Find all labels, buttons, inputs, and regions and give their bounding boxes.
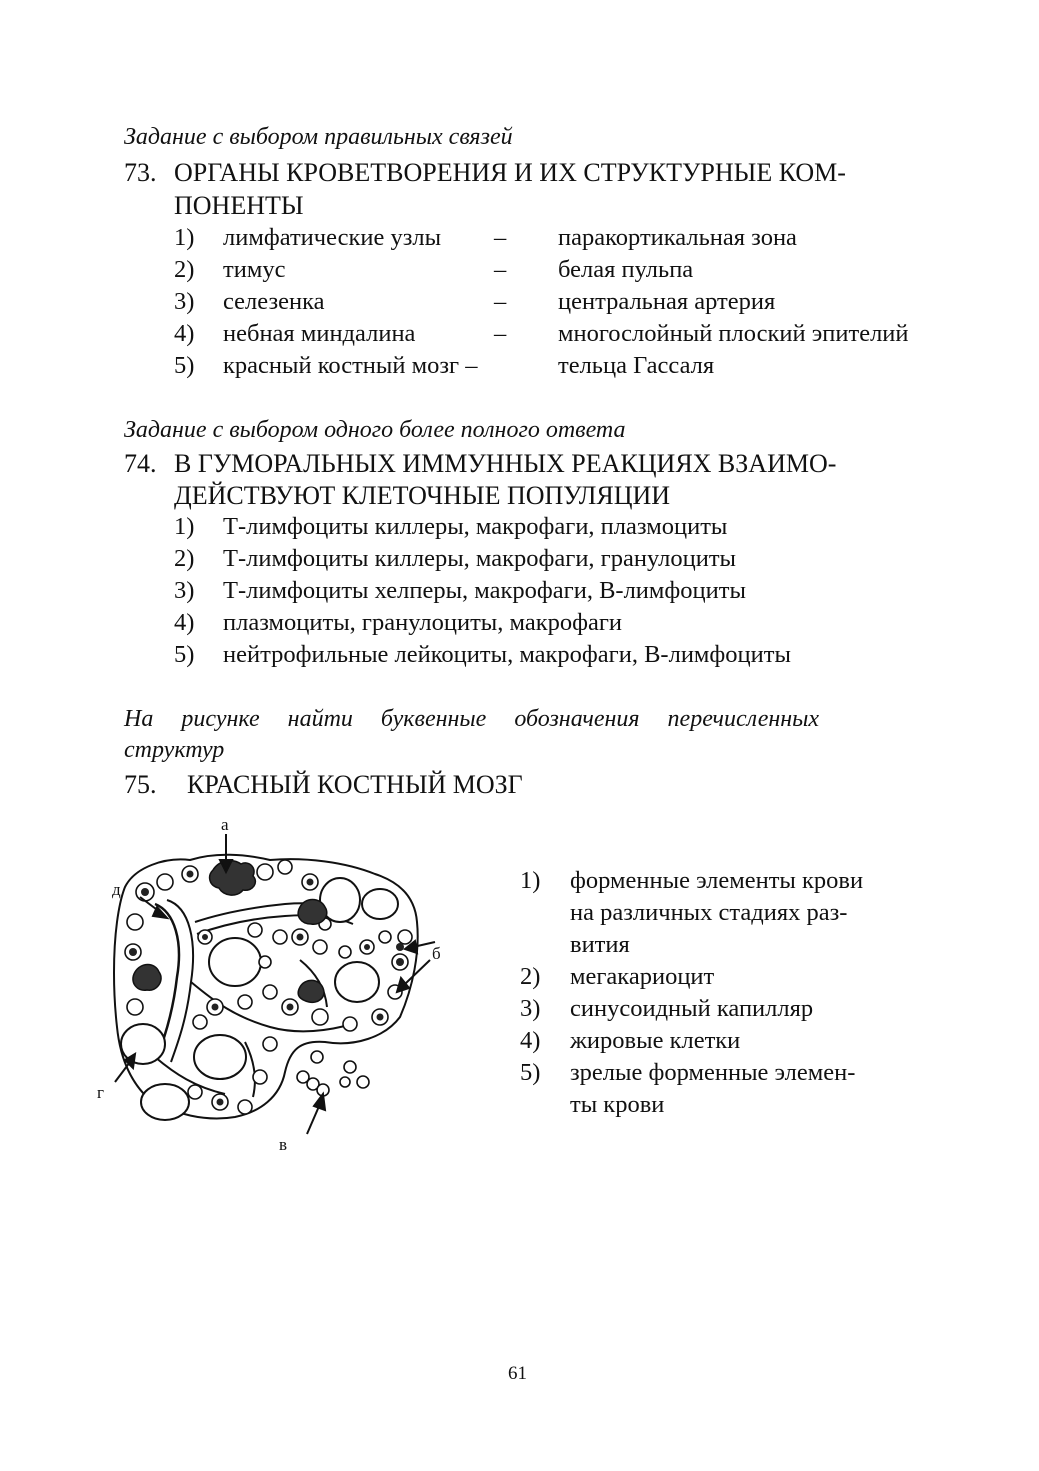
item-number: 2)	[520, 963, 541, 990]
figure-label-d: д	[112, 880, 121, 899]
item-number: 1)	[520, 867, 541, 894]
figure-label-a: а	[221, 815, 229, 834]
row-dash: –	[494, 224, 507, 251]
row-component: многослойный плоский эпителий	[558, 320, 909, 347]
row-component: белая пульпа	[558, 256, 694, 283]
item-number: 3)	[520, 995, 541, 1022]
blood-cell-b	[396, 943, 404, 951]
question-title-73-line1: ОРГАНЫ КРОВЕТВОРЕНИЯ И ИХ СТРУКТУРНЫЕ КОМ-	[174, 158, 846, 187]
task-type-74: Задание с выбором одного более полного ответа	[124, 417, 626, 443]
question-title-74-line2: ДЕЙСТВУЮТ КЛЕТОЧНЫЕ ПОПУЛЯЦИИ	[174, 481, 671, 510]
row-dash: –	[494, 288, 507, 315]
option-number: 4)	[174, 609, 195, 636]
item-text: форменные элементы крови	[570, 867, 864, 894]
option-text: Т-лимфоциты киллеры, макрофаги, плазмоциты	[223, 513, 728, 540]
item-text: зрелые форменные элемен-	[570, 1059, 856, 1086]
option-number: 2)	[174, 545, 195, 572]
megakaryocyte	[210, 861, 256, 895]
option-number: 3)	[174, 577, 195, 604]
row-number: 4)	[174, 320, 195, 347]
row-number: 1)	[174, 224, 195, 251]
task-type-75-line2: структур	[124, 737, 225, 763]
row-component: тельца Гассаля	[558, 352, 715, 379]
row-organ: лимфатические узлы	[223, 224, 442, 251]
row-organ: селезенка	[223, 288, 325, 315]
question-title-75: КРАСНЫЙ КОСТНЫЙ МОЗГ	[187, 770, 523, 799]
bone-marrow-figure	[95, 812, 455, 1162]
row-number: 5)	[174, 352, 195, 379]
figure-label-b: б	[432, 944, 441, 963]
item-text: жировые клетки	[570, 1027, 741, 1054]
item-text: на различных стадиях раз-	[570, 899, 848, 926]
item-text: вития	[570, 931, 630, 958]
page-number: 61	[508, 1363, 527, 1384]
row-component: паракортикальная зона	[558, 224, 797, 251]
row-dash: –	[494, 320, 507, 347]
row-organ: красный костный мозг –	[223, 352, 478, 379]
row-organ: тимус	[223, 256, 286, 283]
option-text: плазмоциты, гранулоциты, макрофаги	[223, 609, 623, 636]
item-number: 4)	[520, 1027, 541, 1054]
row-number: 2)	[174, 256, 195, 283]
row-organ: небная миндалина	[223, 320, 416, 347]
item-text: синусоидный капилляр	[570, 995, 814, 1022]
figure-label-g: г	[97, 1083, 104, 1102]
question-title-74-line1: В ГУМОРАЛЬНЫХ ИММУННЫХ РЕАКЦИЯХ ВЗАИМО-	[174, 449, 837, 478]
row-dash: –	[494, 256, 507, 283]
question-number-73: 73.	[124, 158, 157, 187]
option-text: Т-лимфоциты киллеры, макрофаги, гранулоциты	[223, 545, 737, 572]
item-text: ты крови	[570, 1091, 665, 1118]
option-number: 1)	[174, 513, 195, 540]
item-text: мегакариоцит	[570, 963, 715, 990]
option-text: нейтрофильные лейкоциты, макрофаги, В-лимфоциты	[223, 641, 791, 668]
option-text: Т-лимфоциты хелперы, макрофаги, В-лимфоциты	[223, 577, 746, 604]
row-component: центральная артерия	[558, 288, 776, 315]
item-number: 5)	[520, 1059, 541, 1086]
question-number-75: 75.	[124, 770, 157, 799]
task-type-75-line1: На рисунке найти буквенные обозначения перечисленных	[124, 706, 820, 732]
row-number: 3)	[174, 288, 195, 315]
question-title-73-line2: ПОНЕНТЫ	[174, 191, 304, 220]
option-number: 5)	[174, 641, 195, 668]
mature-blood-cells	[297, 1051, 369, 1096]
question-number-74: 74.	[124, 449, 157, 478]
figure-label-v: в	[279, 1135, 288, 1154]
task-type-73: Задание с выбором правильных связей	[124, 124, 513, 150]
